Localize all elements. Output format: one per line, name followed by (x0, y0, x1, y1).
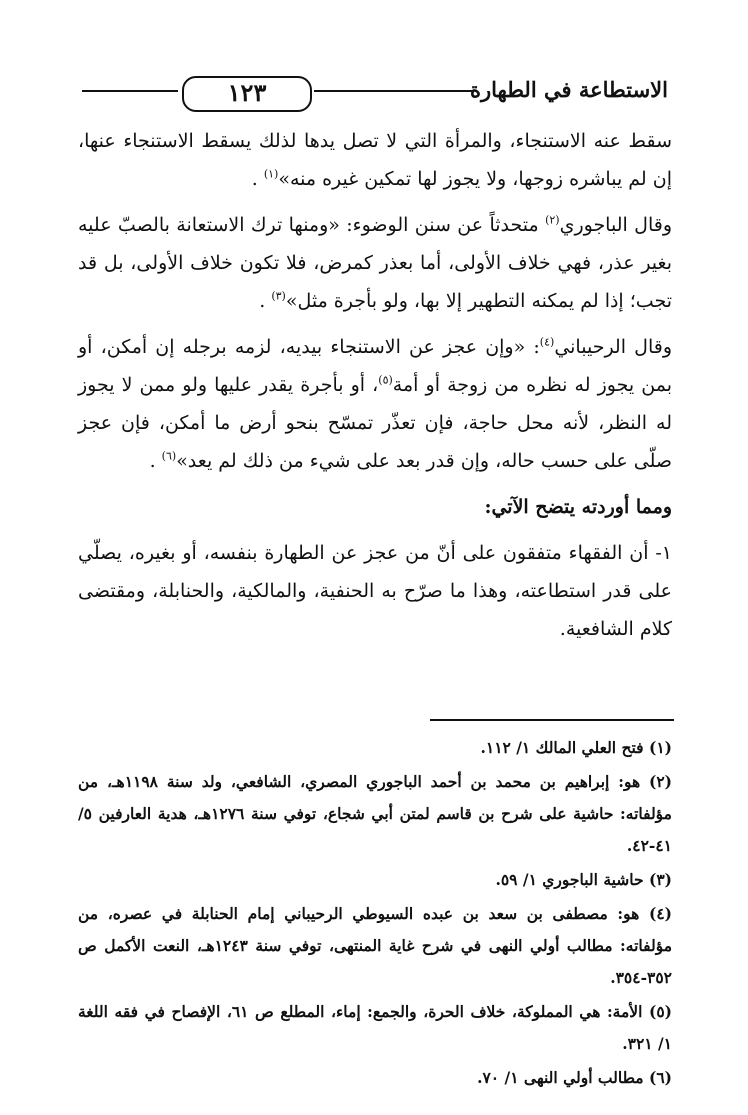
main-text (78, 122, 672, 656)
paragraph-1-text: سقط عنه الاستنجاء، والمرأة التي لا تصل يدها لذلك يسقط الاستنجاء عنها، إن لم يباشره زوجها، ولا يجوز لها تمكين غيره منه» (78, 130, 672, 190)
footnote-ref-3: (٣) (271, 289, 286, 303)
paragraph-1-tail: . (251, 168, 264, 190)
paragraph-1 (78, 122, 672, 198)
paragraph-3-tail2: ، أو بأجرة يقدر عليها ولو ممن لا يجوز له النظر، لأنه محل حاجة، فإن تعذّر تمسّح بنحو أرض ما أمكن، فإن عجز صلّى على حسب حاله، وإن قدر بعد على شيء من ذلك لم يعد» (78, 374, 672, 472)
paragraph-3-text: وقال الرحيباني (554, 336, 672, 358)
footnote-3: (٣) حاشية الباجوري ١/ ٥٩. (495, 870, 672, 889)
footnote-4: (٤) هو: مصطفى بن سعد بن عبده السيوطي الرحيباني إمام الحنابلة في عصره، من مؤلفاته: مطالب أولي النهى في شرح غاية المنتهى، توفي سنة ١٢٤٣هـ، النعت الأكمل ص ٣٥٢-٣٥٤. (78, 904, 673, 987)
paragraph-3-tail3: . (149, 450, 162, 472)
paragraph-2-tail: متحدثاً عن سنن الوضوء: «ومنها ترك الاستعانة بالصبّ عليه بغير عذر، فهي خلاف الأولى، أما بعذر كمرض، فلا تكون خلاف الأولى، بل قد تجب؛ إذا لم يمكنه التطهير إلا بها، ولو بأجرة مثل» (78, 214, 672, 312)
header-rule-right (314, 90, 474, 92)
footnote-5: (٥) الأمة: هي المملوكة، خلاف الحرة، والجمع: إماء، المطلع ص ٦١، الإفصاح في فقه اللغة ١/ ٣٢١. (78, 1002, 672, 1053)
footnotes (78, 732, 672, 1096)
paragraph-2-tail2: . (259, 290, 272, 312)
footnote-ref-4: (٤) (539, 335, 555, 349)
running-title: الاستطاعة في الطهارة (469, 77, 668, 102)
footnote-6: (٦) مطالب أولي النهى ١/ ٧٠. (477, 1068, 672, 1087)
footnote-1: (١) فتح العلي المالك ١/ ١١٢. (480, 738, 672, 757)
subheading: ومما أوردته يتضح الآتي: (484, 496, 672, 518)
paragraph-3 (78, 328, 672, 480)
footnote-ref-6: (٦) (161, 449, 177, 463)
footnote-2: (٢) هو: إبراهيم بن محمد بن أحمد الباجوري المصري، الشافعي، ولد سنة ١١٩٨هـ، من مؤلفاته: حاشية على شرح بن قاسم لمتن أبي شجاع، توفي سنة ١٢٧٦هـ، هدية العارفين ٥/ ٤١-٤٢. (78, 772, 672, 855)
page-header (82, 70, 668, 114)
page-number: ١٢٣ (182, 76, 312, 112)
paragraph-2-text: وقال الباجوري (559, 214, 672, 236)
footnote-ref-5: (٥) (378, 373, 393, 387)
footnote-ref-2: (٢) (545, 213, 560, 227)
point-1: ١- أن الفقهاء متفقون على أنّ من عجز عن الطهارة بنفسه، أو بغيره، يصلّي على قدر استطاعته، وهذا ما صرّح به الحنفية، والمالكية، والحنابلة، ومقتضى كلام الشافعية. (78, 542, 672, 640)
paragraph-3-tail: : «وإن عجز عن الاستنجاء بيديه، لزمه برجله إن أمكن، أو بمن يجوز له نظره من زوجة أو أمة (78, 336, 672, 396)
paragraph-2 (78, 206, 672, 320)
header-rule-left (82, 90, 178, 92)
footnote-ref-1: (١) (263, 167, 279, 181)
footnote-separator (430, 719, 674, 721)
